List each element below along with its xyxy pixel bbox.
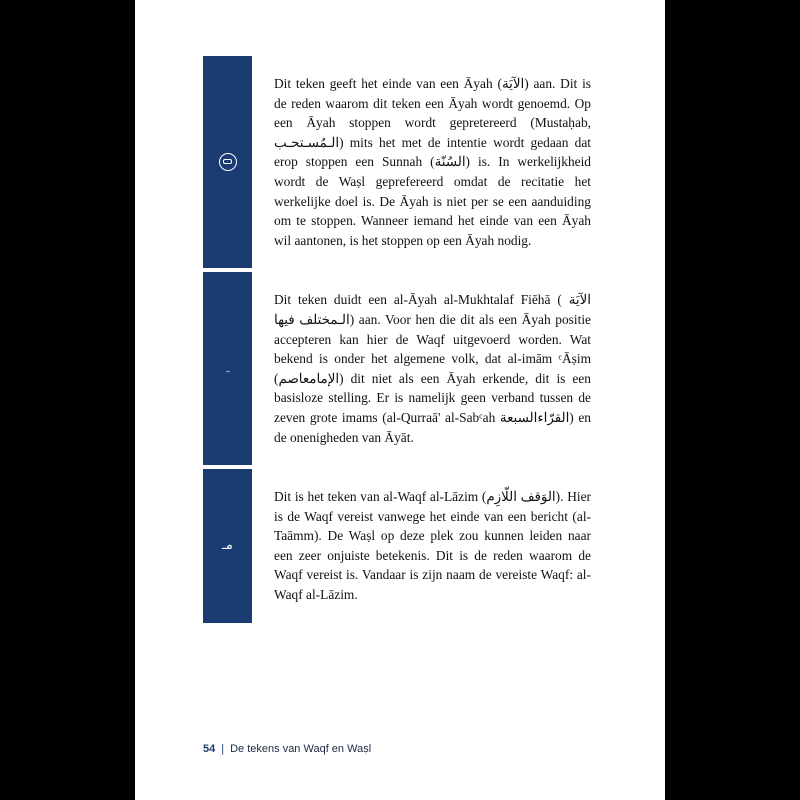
section-paragraph: Dit is het teken van al-Waqf al-Lāzim (الوَقف اللّازِم). Hier is de Waqf vereist vanwege het einde van een bericht (al-Taāmm). De Waṣl op deze plek zou kunnen leiden naar een zeer onjuiste betekenis. Dit is de reden waarom de Waqf vereist is. Vandaar is zijn naam de vereiste Waqf: al-Waqf al-Lāzim. xyxy=(274,489,591,603)
page-number: 54 xyxy=(203,743,216,755)
footer-chapter-title: De tekens van Waqf en Waṣl xyxy=(230,743,372,755)
section-row xyxy=(203,56,591,268)
page-footer xyxy=(203,743,371,755)
ayah-end-icon xyxy=(219,153,237,171)
waqf-lazim-symbol xyxy=(203,469,252,623)
section-text-column xyxy=(252,272,591,465)
mukhtalaf-fieha-glyph: ﮧ xyxy=(225,362,230,376)
footer-separator: | xyxy=(221,743,225,755)
section-text-column xyxy=(252,469,591,623)
section-paragraph: Dit teken duidt een al-Āyah al-Mukhtalaf Fiēhā ( الآيَة الـمختلف فيها) aan. Voor hen die dit als een Āyah positie accepteren kan hier de Waqf uitgevoerd worden. Wat bekend is onder het algemene volk, dat al-imām ᶜĀṣim (الإمامعاصم) dit niet als een Āyah erkende, dit is een basisloze stelling. Er is namelijk geen verband tussen de zeven grote imams (al-Qurraā' al-Sabᶜah القرّاءالسبعة) en de onenigheden van Āyāt. xyxy=(274,292,591,445)
mukhtalaf-fieha-symbol xyxy=(203,272,252,465)
page-content xyxy=(203,56,591,623)
section-row xyxy=(203,469,591,623)
waqf-lazim-glyph: مـ xyxy=(222,538,233,554)
section-text-column xyxy=(252,56,591,268)
document-page xyxy=(135,0,665,800)
ayah-end-symbol xyxy=(203,56,252,268)
section-row xyxy=(203,272,591,465)
section-paragraph: Dit teken geeft het einde van een Āyah (الآيَة) aan. Dit is de reden waarom dit teken een Āyah wordt genoemd. Op een Āyah stoppen wordt gepretereerd (Mustaḥab, الـمُسـتحـب) mits het met de intentie wordt gedaan dat erop stoppen een Sunnah (السُنّة) is. In werkelijkheid wordt de Waṣl geprefereerd omdat de recitatie het werkelijke doel is. De Āyah is niet per se een aanduiding om te stoppen. Wanneer iemand het einde van een Āyah wil aantonen, is het stoppen op een Āyah nodig. xyxy=(274,76,592,248)
